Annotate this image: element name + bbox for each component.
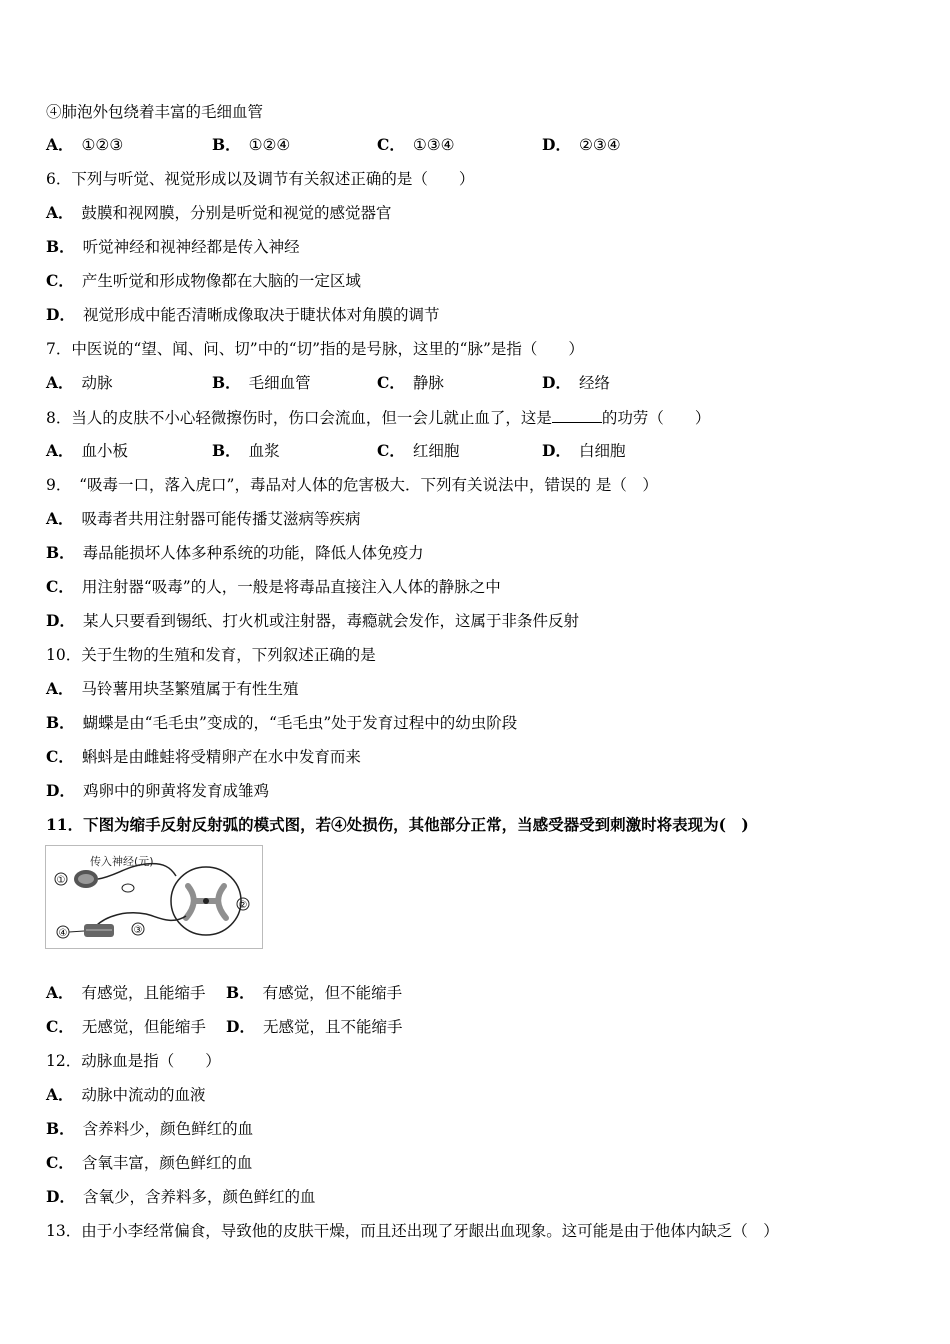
receptor-shape — [74, 870, 98, 888]
afferent-neuron-label: 传入神经(元) — [90, 855, 154, 868]
q5-option-c: C． ①③④ — [377, 135, 455, 154]
q10-option-a: A． 马铃薯用块茎繁殖属于有性生殖 — [46, 679, 299, 698]
q5-item-4: ④肺泡外包绕着丰富的毛细血管 — [46, 103, 264, 121]
ganglion — [122, 884, 134, 892]
answer-blank — [552, 407, 602, 423]
q5-option-d: D． ②③④ — [542, 135, 621, 154]
q13-stem: 13．由于小李经常偏食，导致他的皮肤干燥，而且还出现了牙龈出血现象。这可能是由于他体内缺乏（ ） — [46, 1222, 779, 1240]
q6-option-b: B． 听觉神经和视神经都是传入神经 — [46, 237, 300, 256]
effector-shape — [84, 924, 114, 937]
q8-option-c: C． 红细胞 — [377, 441, 460, 460]
q6-stem: 6．下列与听觉、视觉形成以及调节有关叙述正确的是（ ） — [46, 170, 475, 188]
mark-2: ② — [238, 900, 248, 911]
spinal-cord — [171, 867, 241, 935]
q10-stem: 10．关于生物的生殖和发育，下列叙述正确的是 — [46, 646, 376, 664]
q9-option-c: C． 用注射器“吸毒”的人，一般是将毒品直接注入人体的静脉之中 — [46, 577, 501, 596]
q8-stem: 8．当人的皮肤不小心轻微擦伤时，伤口会流血，但一会儿就止血了，这是 的功劳（ ） — [46, 409, 711, 427]
q6-option-c: C． 产生听觉和形成物像都在大脑的一定区域 — [46, 271, 361, 290]
q9-option-d: D． 某人只要看到锡纸、打火机或注射器，毒瘾就会发作，这属于非条件反射 — [46, 611, 579, 630]
q10-option-b: B． 蝴蝶是由“毛毛虫”变成的，“毛毛虫”处于发育过程中的幼虫阶段 — [46, 713, 518, 732]
mark-1: ① — [56, 875, 66, 886]
q5-option-b: B． ①②④ — [212, 135, 291, 154]
q11-option-a: A． 有感觉，且能缩手 — [46, 983, 206, 1002]
mark-3: ③ — [133, 925, 143, 936]
q6-option-a: A． 鼓膜和视网膜，分别是听觉和视觉的感觉器官 — [46, 203, 392, 222]
q12-option-d: D． 含氧少，含养料多，颜色鲜红的血 — [46, 1187, 316, 1206]
q10-option-d: D． 鸡卵中的卵黄将发育成雏鸡 — [46, 781, 269, 800]
q11-option-b: B． 有感觉，但不能缩手 — [226, 983, 403, 1002]
q7-option-c: C． 静脉 — [377, 373, 444, 392]
q8-option-d: D． 白细胞 — [542, 441, 626, 460]
q5-option-a: A． ①②③ — [46, 135, 124, 154]
q8-option-b: B． 血浆 — [212, 441, 280, 460]
q9-option-a: A． 吸毒者共用注射器可能传播艾滋病等疾病 — [46, 509, 361, 528]
q11-option-c: C． 无感觉，但能缩手 — [46, 1017, 206, 1036]
q11-option-d: D． 无感觉，且不能缩手 — [226, 1017, 403, 1036]
q9-stem: 9． “吸毒一口，落入虎口”，毒品对人体的危害极大．下列有关说法中，错误的 是（ ） — [46, 476, 658, 494]
q8-option-a: A． 血小板 — [46, 441, 129, 460]
reflex-arc-diagram — [46, 846, 262, 948]
q7-option-a: A． 动脉 — [46, 373, 113, 392]
q12-option-c: C． 含氧丰富，颜色鲜红的血 — [46, 1153, 253, 1172]
reflex-arc-figure — [45, 845, 263, 949]
q10-option-c: C． 蝌蚪是由雌蛙将受精卵产在水中发育而来 — [46, 747, 361, 766]
q7-option-d: D． 经络 — [542, 373, 610, 392]
q11-stem: 11．下图为缩手反射反射弧的模式图，若④处损伤，其他部分正常，当感受器受到刺激时将表现为( ) — [46, 815, 749, 834]
q7-stem: 7．中医说的“望、闻、问、切”中的“切”指的是号脉，这里的“脉”是指（ ） — [46, 340, 584, 358]
q12-stem: 12．动脉血是指（ ） — [46, 1052, 221, 1070]
q7-option-b: B． 毛细血管 — [212, 373, 311, 392]
q12-option-b: B． 含养料少，颜色鲜红的血 — [46, 1119, 254, 1138]
q6-option-d: D． 视觉形成中能否清晰成像取决于睫状体对角膜的调节 — [46, 305, 440, 324]
q12-option-a: A． 动脉中流动的血液 — [46, 1085, 206, 1104]
q9-option-b: B． 毒品能损坏人体多种系统的功能，降低人体免疫力 — [46, 543, 424, 562]
mark-4: ④ — [58, 928, 68, 939]
